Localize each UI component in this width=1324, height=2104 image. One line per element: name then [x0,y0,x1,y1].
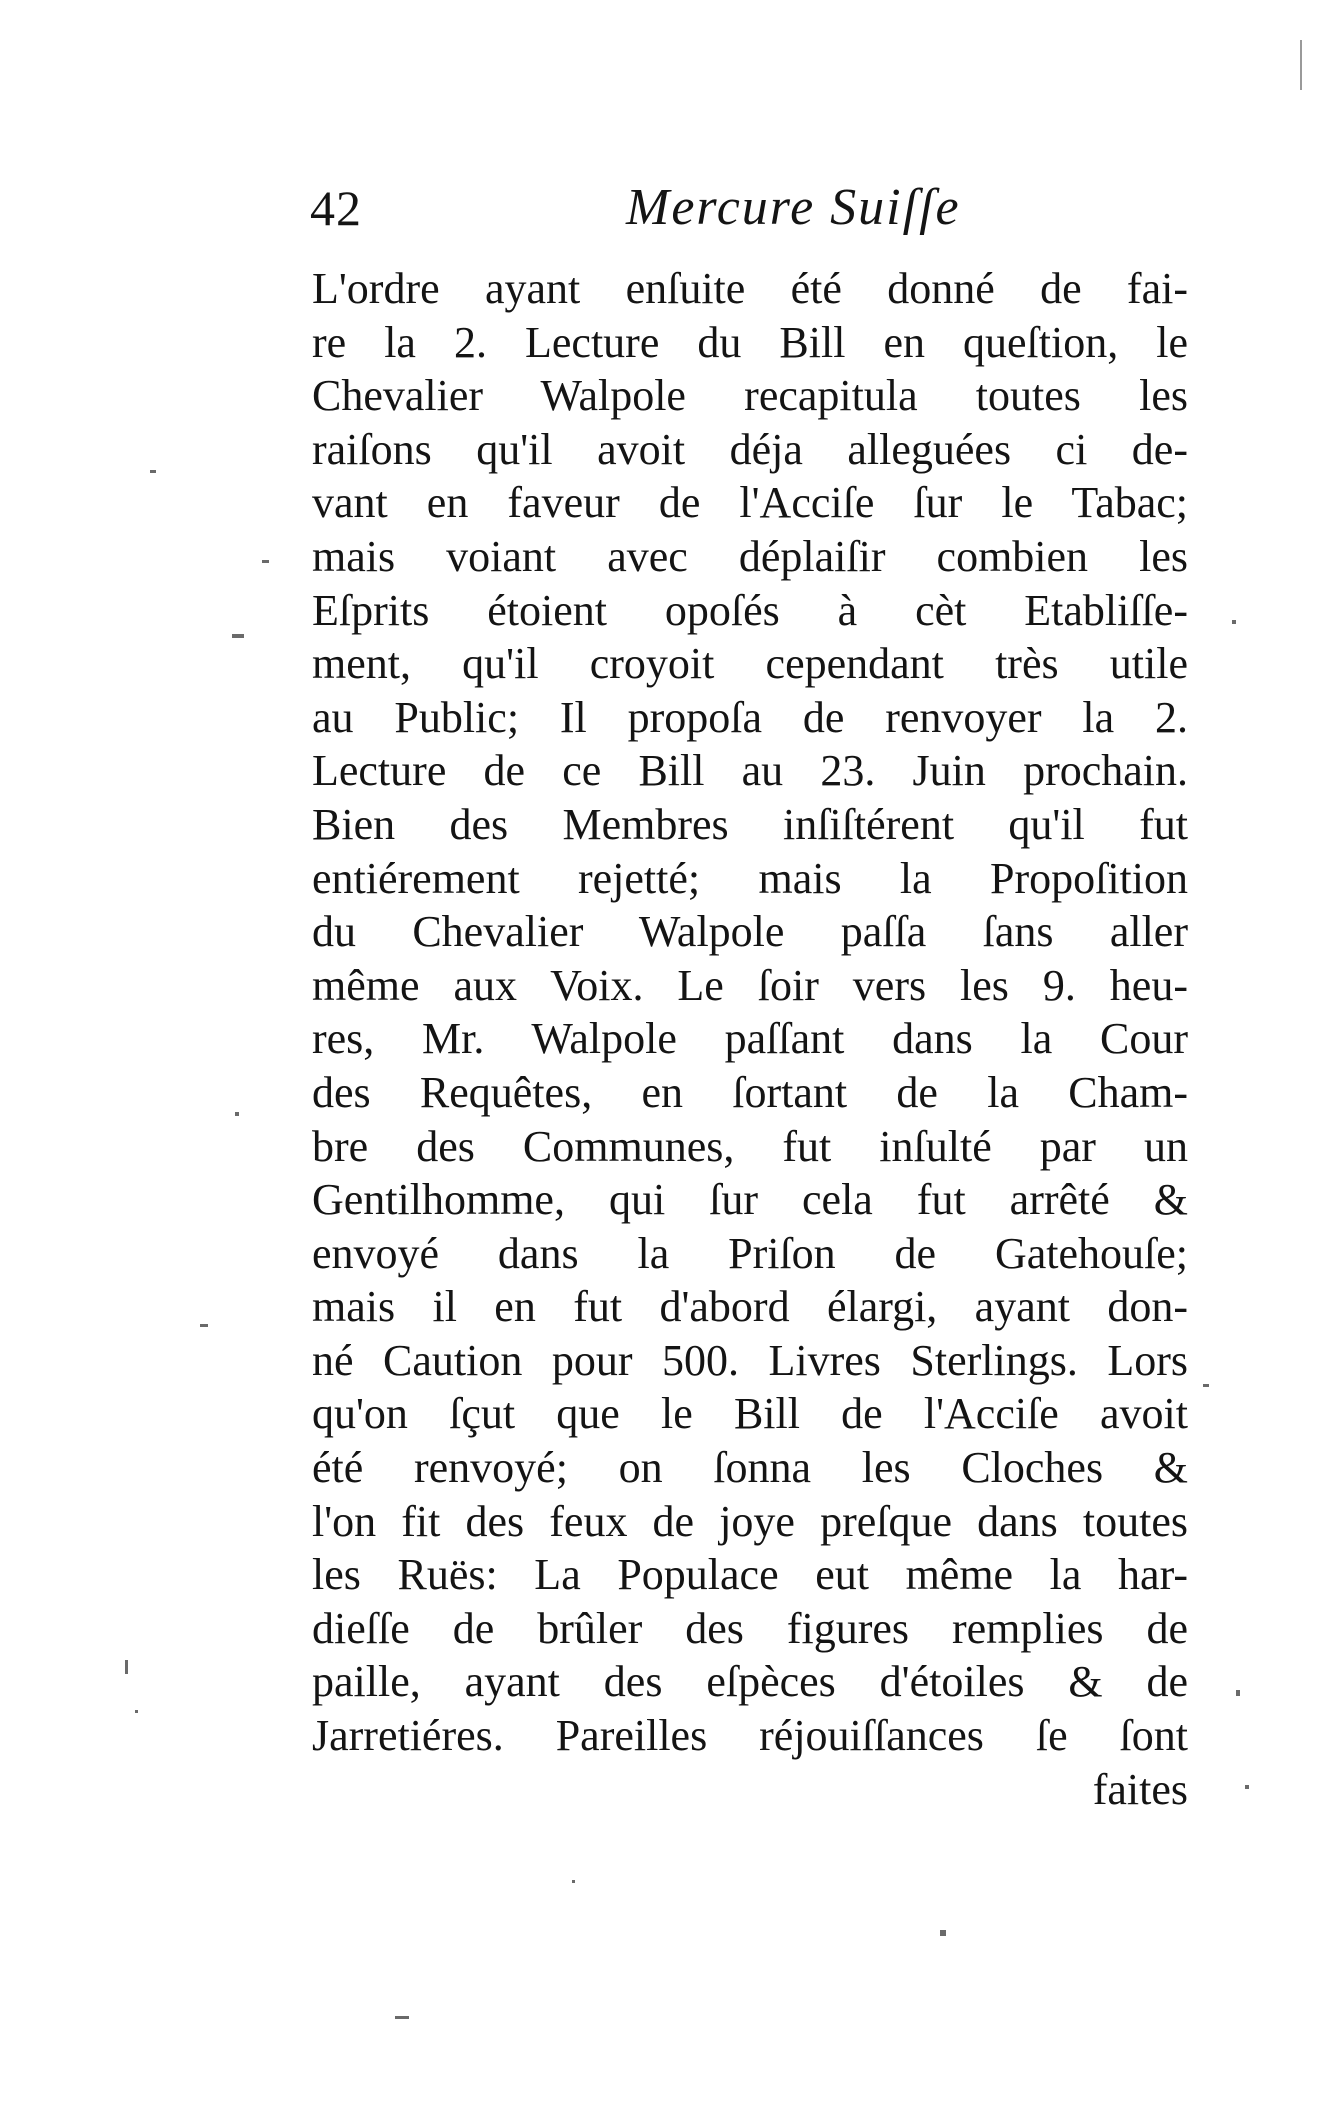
text-line: dieſſe de brûler des figures remplies de [312,1603,1188,1653]
text-line: entiérement rejetté; mais la Propoſition [312,853,1188,903]
ink-speck [1236,1690,1240,1696]
ink-speck [1245,1785,1249,1789]
ink-speck [262,560,269,563]
text-line: envoyé dans la Priſon de Gatehouſe; [312,1228,1188,1278]
text-line: paille, ayant des eſpèces d'étoiles & de [312,1657,1188,1707]
text-line: qu'on ſçut que le Bill de l'Acciſe avoit [312,1389,1188,1439]
ink-speck [572,1880,575,1883]
catchword: faites [1092,1764,1188,1814]
text-line: Eſprits étoient opoſés à cèt Etabliſſe- [312,585,1188,635]
text-line: Gentilhomme, qui ſur cela fut arrêté & [312,1175,1188,1225]
text-line: res, Mr. Walpole paſſant dans la Cour [312,1014,1188,1064]
ink-speck [235,1112,239,1116]
ink-speck [150,470,156,473]
text-line: Jarretiéres. Pareilles réjouiſſances ſe ſont [312,1711,1188,1761]
text-line: Chevalier Walpole recapitula toutes les [312,371,1188,421]
text-line: les Ruës: La Populace eut même la har- [312,1550,1188,1600]
text-line: même aux Voix. Le ſoir vers les 9. heu- [312,960,1188,1010]
ink-speck [232,634,244,638]
page-number: 42 [310,180,362,236]
ink-speck [200,1324,208,1327]
text-line: bre des Communes, fut inſulté par un [312,1121,1188,1171]
text-line: raiſons qu'il avoit déja alleguées ci de- [312,424,1188,474]
page-header [310,168,1190,248]
text-line: Bien des Membres inſiſtérent qu'il fut [312,799,1188,849]
text-line: ment, qu'il croyoit cependant très utile [312,639,1188,689]
ink-speck [125,1660,128,1674]
ink-speck [395,2016,409,2019]
text-line: l'on fit des feux de joye preſque dans toutes [312,1496,1188,1546]
text-line: vant en faveur de l'Acciſe ſur le Tabac; [312,478,1188,528]
text-line: né Caution pour 500. Livres Sterlings. Lors [312,1335,1188,1385]
text-line: des Requêtes, en ſortant de la Cham- [312,1067,1188,1117]
text-line: au Public; Il propoſa de renvoyer la 2. [312,692,1188,742]
ink-speck [940,1930,946,1936]
body-text [312,262,1188,1816]
ink-speck [1232,620,1236,624]
text-line: mais voiant avec déplaiſir combien les [312,531,1188,581]
page-edge-mark [1300,40,1302,90]
text-line: L'ordre ayant enſuite été donné de fai- [312,264,1188,313]
text-line: été renvoyé; on ſonna les Cloches & [312,1443,1188,1493]
text-line: Lecture de ce Bill au 23. Juin prochain. [312,746,1188,796]
ink-speck [135,1710,138,1713]
text-line: re la 2. Lecture du Bill en queſtion, le [312,317,1188,367]
ink-speck [1203,1384,1209,1387]
text-line: mais il en fut d'abord élargi, ayant don- [312,1282,1188,1332]
running-title: Mercure Suiſſe [626,179,961,236]
text-line: du Chevalier Walpole paſſa ſans aller [312,907,1188,957]
